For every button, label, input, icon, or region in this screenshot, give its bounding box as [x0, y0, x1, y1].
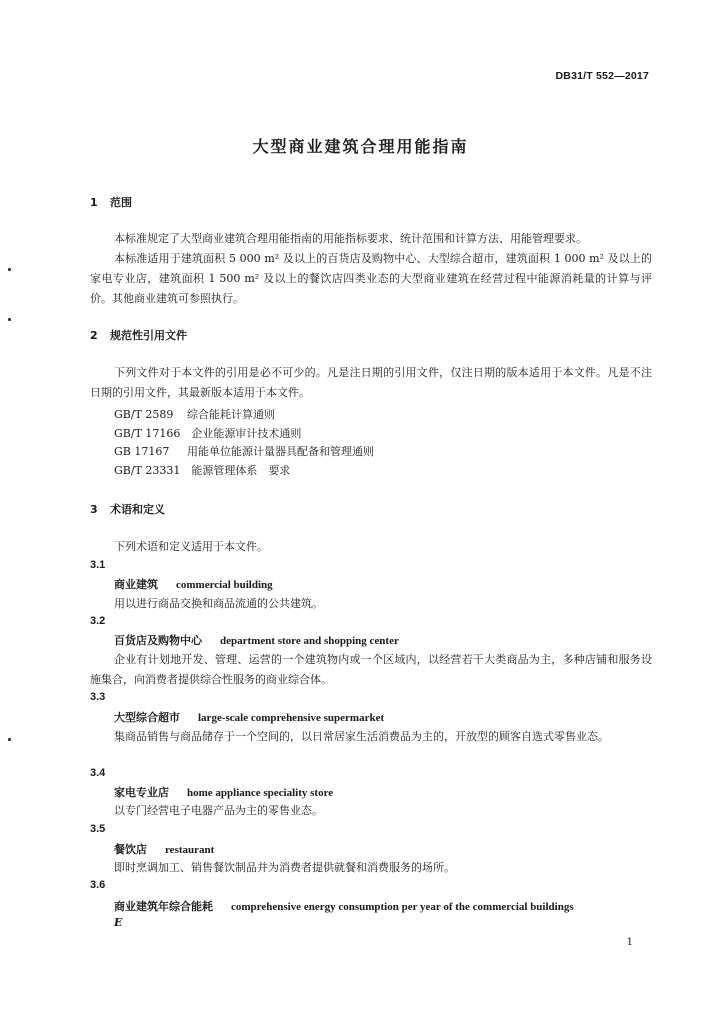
reference-item [114, 406, 275, 422]
clause-number: 3.3 [90, 691, 106, 703]
section-3-heading [90, 501, 165, 517]
term-zh: 家电专业店 [114, 786, 169, 799]
reference-code: GB 17167 [114, 445, 170, 458]
clause-number: 3.1 [90, 559, 106, 571]
term-heading [114, 841, 214, 857]
section-2-heading [90, 327, 187, 343]
reference-title: 用能单位能源计量器具配备和管理通则 [187, 445, 374, 458]
term-heading [114, 632, 399, 648]
reference-title: 能源管理体系 要求 [191, 464, 291, 477]
section-1-paragraph-1: 本标准规定了大型商业建筑合理用能指南的用能指标要求、统计范围和计算方法、用能管理要求。 [114, 232, 587, 245]
term-en: restaurant [165, 844, 215, 856]
term-definition: 集商品销售与商品储存于一个空间的，以日常居家生活消费品为主的，开放型的顾客自选式零售业态。 [114, 730, 609, 743]
section-number: 3 [90, 503, 98, 516]
scan-artifact [8, 318, 11, 321]
section-1-heading [90, 194, 132, 210]
scan-artifact [8, 268, 11, 271]
scan-artifact [8, 738, 11, 741]
reference-item [114, 462, 290, 478]
standard-code: DB31/T 552—2017 [555, 70, 649, 82]
clause-number: 3.6 [90, 879, 106, 891]
term-en: home appliance speciality store [187, 787, 334, 799]
term-definition: 以专门经营电子电器产品为主的零售业态。 [114, 804, 323, 817]
term-en: department store and shopping center [220, 635, 399, 647]
reference-code: GB/T 23331 [114, 464, 181, 477]
section-title: 范围 [110, 196, 132, 209]
section-1-paragraph-2: 本标准适用于建筑面积 5 000 m² 及以上的百货店及购物中心、大型综合超市，建筑面积 1 000 m² 及以上的家电专业店，建筑面积 1 500 m² 及以上的餐饮店四类业态的大型商业建筑在经营过程中能源消耗量的计算与评价。其他商业建筑可参照执行。 [90, 252, 652, 305]
term-zh: 大型综合超市 [114, 711, 180, 724]
clause-number: 3.5 [90, 823, 106, 835]
term-zh: 商业建筑年综合能耗 [114, 900, 213, 913]
document-title: 大型商业建筑合理用能指南 [252, 137, 469, 156]
section-title: 术语和定义 [110, 503, 165, 516]
reference-code: GB/T 2589 [114, 408, 174, 421]
page-number: 1 [626, 937, 633, 948]
term-en: large-scale comprehensive supermarket [198, 712, 385, 724]
section-3-intro: 下列术语和定义适用于本文件。 [114, 540, 268, 553]
reference-item [114, 425, 301, 441]
term-en: commercial building [176, 579, 273, 591]
term-en: comprehensive energy consumption per year of the commercial buildings [231, 901, 574, 913]
term-heading [114, 576, 273, 592]
term-definition: 用以进行商品交换和商品流通的公共建筑。 [114, 597, 323, 610]
reference-title: 企业能源审计技术通则 [191, 427, 302, 440]
term-symbol: E [114, 916, 123, 929]
term-heading [114, 898, 574, 914]
term-heading [114, 709, 384, 725]
reference-item [114, 443, 374, 459]
term-definition: 企业有计划地开发、管理、运营的一个建筑物内或一个区域内，以经营若干大类商品为主，多种店铺和服务设施集合，向消费者提供综合性服务的商业综合体。 [90, 653, 652, 686]
section-2-intro: 下列文件对于本文件的引用是必不可少的。凡是注日期的引用文件，仅注日期的版本适用于本文件。凡是不注日期的引用文件，其最新版本适用于本文件。 [90, 366, 652, 399]
term-zh: 百货店及购物中心 [114, 634, 202, 647]
clause-number: 3.2 [90, 615, 106, 627]
term-definition: 即时烹调加工、销售餐饮制品并为消费者提供就餐和消费服务的场所。 [114, 861, 455, 874]
section-number: 1 [90, 196, 98, 209]
term-heading [114, 784, 333, 800]
section-title: 规范性引用文件 [110, 329, 187, 342]
clause-number: 3.4 [90, 767, 106, 779]
term-zh: 餐饮店 [114, 843, 147, 856]
reference-code: GB/T 17166 [114, 427, 181, 440]
reference-title: 综合能耗计算通则 [187, 408, 275, 421]
section-number: 2 [90, 329, 98, 342]
term-zh: 商业建筑 [114, 578, 158, 591]
